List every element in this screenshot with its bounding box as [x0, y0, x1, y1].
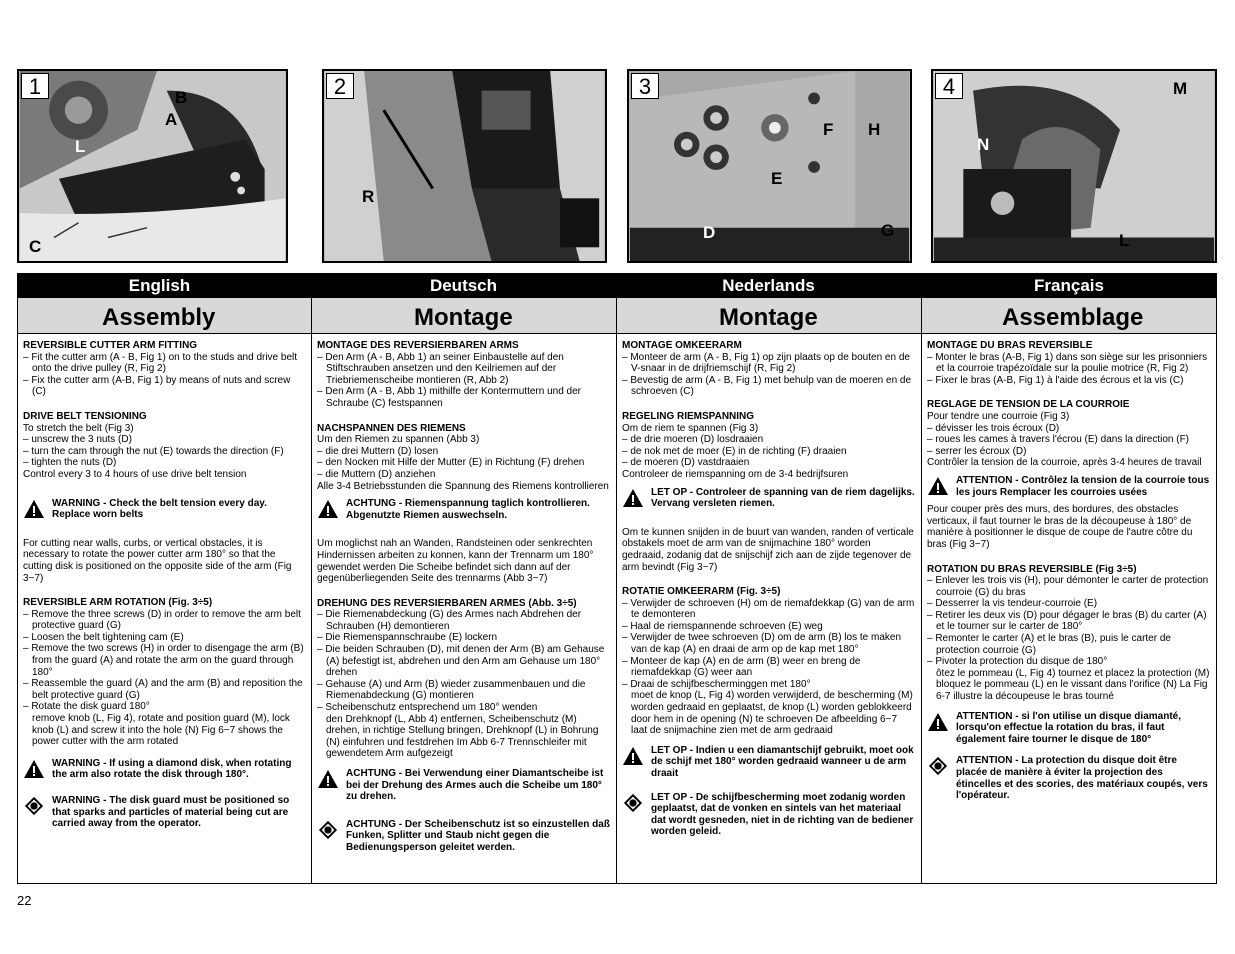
- list-item: – turn the cam through the nut (E) towards the direction (F): [23, 445, 284, 457]
- label-f: F: [823, 120, 834, 139]
- list-item: – de nok met de moer (E) in de richting (F) draaien: [622, 445, 847, 457]
- warning-triangle-icon: [927, 476, 949, 496]
- list-item: – Retirer les deux vis (D) pour dégager le bras (B) du carter (A) et le tourner sur le carter de 180°: [927, 609, 1207, 633]
- list-item: – Monteer de kap (A) en de arm (B) weer en breng de riemafdekkap (G) weer aan: [622, 655, 861, 679]
- list-item: – tighten the nuts (D): [23, 457, 117, 469]
- warning-note: [927, 755, 1210, 801]
- warning-text: ACHTUNG - Der Scheibenschutz ist so einzustellen daß Funken, Splitter und Staub nicht gegen die Bedienungsperson geleitet werden.: [346, 818, 610, 853]
- label-a: A: [165, 110, 178, 129]
- column-heading: Montage: [312, 298, 616, 334]
- list-item: – Verwijder de twee schroeven (D) om de arm (B) los te maken van de kap (A) en draai de arm op de kap met 180°: [622, 632, 901, 656]
- list-item: – Die Riemenspannschraube (E) lockern: [317, 632, 498, 644]
- warning-note: [927, 711, 1210, 746]
- section-heading: ROTATIE OMKEERARM (Fig. 3÷5): [622, 586, 781, 598]
- figure-4: [931, 69, 1217, 263]
- figure-1-illustration: [19, 71, 286, 261]
- list-item: – Loosen the belt tightening cam (E): [23, 631, 184, 643]
- label-l: L: [1119, 231, 1130, 250]
- figure-number: 1: [21, 73, 49, 99]
- warning-triangle-icon: [622, 746, 644, 766]
- section-heading: REVERSIBLE CUTTER ARM FITTING: [23, 340, 198, 351]
- list-item: – Enlever les trois vis (H), pour démonter le carter de protection courroie (G) du bras: [927, 575, 1209, 598]
- paragraph: Om te kunnen snijden in de buurt van wanden, randen of verticale obstakels moet de arm van de snijmachine 180° worden gedraaid, zodanig dat de snijschijf zich aan de zijde tegenover de arm bevindt (Fig 3−7): [622, 526, 914, 573]
- eye-protection-icon: [317, 820, 339, 840]
- section-heading: DRIVE BELT TENSIONING: [23, 410, 147, 422]
- list-item: – Fixer le bras (A-B, Fig 1) à l'aide des écrous et la vis (C): [927, 374, 1184, 386]
- section-heading: MONTAGE DU BRAS REVERSIBLE: [927, 340, 1093, 351]
- warning-note: [622, 792, 915, 838]
- list-item: – den Nocken mit Hilfe der Mutter (E) in Richtung (F) drehen: [317, 457, 585, 469]
- lang-deutsch: Deutsch: [429, 276, 498, 295]
- paragraph: Controleer de riemspanning om de 3-4 bedrijfsuren: [622, 468, 849, 480]
- column-heading: Montage: [617, 298, 921, 334]
- warning-text: ACHTUNG - Riemenspannung taglich kontrollieren. Abgenutzte Riemen auswechseln.: [346, 498, 590, 521]
- warning-note: [317, 819, 610, 854]
- figure-3: [627, 69, 912, 263]
- lang-nederlands: Nederlands: [722, 276, 815, 295]
- list-item: – dévisser les trois écroux (D): [927, 422, 1060, 434]
- warning-note: [23, 795, 305, 830]
- paragraph: To stretch the belt (Fig 3): [23, 422, 134, 434]
- list-item: – die Muttern (D) anziehen: [317, 468, 436, 480]
- label-c: C: [29, 237, 42, 256]
- figure-number: 2: [326, 73, 354, 99]
- sub-paragraph: den Drehknopf (L, Abb 4) entfernen, Scheibenschutz (M) drehen, in richtige Stellung bringen, Drehknopf (L) in Bohrung (N) einfuhren und festdrehen Im Abb 6-7 Trennschleifer mit gewendetem Arm aufgezeigt: [326, 713, 599, 760]
- list-item: – Den Arm (A - B, Abb 1) an seiner Einbaustelle auf den Stiftschrauben ansetzen und den Keilriemen auf der Triebriemenscheibe montieren (R, Abb 2): [317, 351, 564, 386]
- list-item: – Fix the cutter arm (A-B, Fig 1) by means of nuts and screw (C): [23, 374, 291, 398]
- warning-text: WARNING - Check the belt tension every day. Replace worn belts: [52, 497, 267, 521]
- paragraph: Om de riem te spannen (Fig 3): [622, 422, 759, 434]
- section-heading: REGLAGE DE TENSION DE LA COURROIE: [927, 399, 1130, 411]
- warning-triangle-icon: [622, 488, 644, 508]
- warning-text: ACHTUNG - Bei Verwendung einer Diamantscheibe ist bei der Drehung des Armes auch die Scheibe um 180° zu drehen.: [346, 768, 604, 803]
- section-heading: NACHSPANNEN DES RIEMENS: [317, 422, 466, 434]
- list-item: – Remove the three screws (D) in order to remove the arm belt protective guard (G): [23, 608, 301, 632]
- list-item: – Verwijder de schroeven (H) om de riemafdekkap (G) van de arm te demonteren: [622, 597, 915, 621]
- content-columns: [17, 297, 1217, 884]
- list-item: – roues les cames à travers l'écrou (E) dans la direction (F): [927, 434, 1190, 446]
- list-item: – Remove the two screws (H) in order to disengage the arm (B) from the guard (A) and rotate the arm on the guard through 180°: [23, 643, 304, 678]
- list-item: – Monteer de arm (A - B, Fig 1) op zijn plaats op de bouten en de V-snaar in de drijfriemschijf (R, Fig 2): [622, 351, 910, 375]
- language-bar: [17, 273, 1217, 297]
- column-heading: Assemblage: [922, 298, 1216, 334]
- warning-triangle-icon: [317, 499, 339, 519]
- label-l: L: [75, 137, 86, 156]
- warning-triangle-icon: [23, 499, 45, 519]
- eye-protection-icon: [622, 793, 644, 813]
- list-item: – Monter le bras (A-B, Fig 1) dans son siège sur les prisonniers et la courroie trapézoïdale sur la poulie motrice (R, Fig 2): [927, 351, 1208, 375]
- figure-number: 4: [935, 73, 963, 99]
- warning-text: ATTENTION - La protection du disque doit être placée de manière à éviter la projection des étincelles et des scories, des matériaux coupés, vers l'opérateur.: [956, 755, 1208, 802]
- list-item: – Fit the cutter arm (A - B, Fig 1) on to the studs and drive belt onto the drive pulley (R, Fig 2): [23, 351, 298, 375]
- sub-paragraph: ôtez le pommeau (L, Fig 4) tournez et placez la protection (M) bloquez le pommeau (L) en le vissant dans l'orifice (N) La Fig 6-7 illustre la découpeuse le bras tourné: [936, 667, 1210, 703]
- warning-text: WARNING - If using a diamond disk, when rotating the arm also rotate the disk through 180°.: [52, 757, 292, 781]
- warning-note: [23, 758, 305, 781]
- list-item: – Reassemble the guard (A) and the arm (B) and reposition the belt protective guard (G): [23, 678, 303, 701]
- warning-note: [622, 745, 915, 780]
- list-item: – Rotate the disk guard 180°: [23, 701, 150, 713]
- warning-text: WARNING - The disk guard must be positioned so that sparks and particles of material being cut are carried away from the operator.: [52, 795, 290, 830]
- paragraph: Control every 3 to 4 hours of use drive belt tension: [23, 468, 247, 480]
- eye-protection-icon: [23, 796, 45, 816]
- paragraph: Contrôler la tension de la courroie, après 3-4 heures de travail: [927, 457, 1202, 469]
- figure-1: [17, 69, 288, 263]
- list-item: – Die beiden Schrauben (D), mit denen der Arm (B) am Gehause (A) befestigt ist, abdrehen und den Arm am Gehause um 180° drehen: [317, 644, 605, 679]
- warning-note: [927, 475, 1210, 498]
- warning-triangle-icon: [23, 759, 45, 779]
- label-h: H: [868, 120, 881, 139]
- figure-number: 3: [631, 73, 659, 99]
- section-heading: DREHUNG DES REVERSIERBAREN ARMES (Abb. 3÷5): [317, 597, 577, 609]
- page-number: 22: [17, 893, 32, 908]
- warning-text: LET OP - Indien u een diamantschijf gebruikt, moet ook de schijf met 180° worden gedraaid wanneer u de arm draait: [651, 744, 914, 779]
- list-item: – Die Riemenabdeckung (G) des Armes nach Abdrehen der Schrauben (H) demontieren: [317, 609, 582, 632]
- warning-text: ATTENTION - Contrôlez la tension de la courroie tous les jours Remplacer les courroies usées: [956, 474, 1210, 498]
- list-item: – Gehause (A) und Arm (B) wieder zusammenbauen und die Riemenabdeckung (G) montieren: [317, 678, 586, 702]
- column-francais: [922, 298, 1216, 883]
- list-item: – Pivoter la protection du disque de 180°: [927, 656, 1108, 668]
- list-item: – Bevestig de arm (A - B, Fig 1) met behulp van de moeren en de schroeven (C): [622, 374, 912, 398]
- section-heading: REGELING RIEMSPANNING: [622, 410, 755, 422]
- figure-2-illustration: [324, 71, 605, 261]
- warning-triangle-icon: [317, 769, 339, 789]
- label-r: R: [362, 187, 375, 206]
- section-heading: MONTAGE DES REVERSIERBAREN ARMS: [317, 340, 519, 351]
- label-m: M: [1173, 79, 1188, 98]
- figure-2: [322, 69, 607, 263]
- paragraph: For cutting near walls, curbs, or vertical obstacles, it is necessary to rotate the power cutter arm 180° so that the cutting disk is positioned on the opposite side of the arm (Fig 3−7): [23, 537, 292, 584]
- figure-3-illustration: [629, 71, 910, 261]
- list-item: – de moeren (D) vastdraaien: [622, 457, 750, 469]
- section-heading: REVERSIBLE ARM ROTATION (Fig. 3÷5): [23, 597, 213, 609]
- paragraph: Pour tendre une courroie (Fig 3): [927, 410, 1070, 422]
- list-item: – unscrew the 3 nuts (D): [23, 434, 132, 446]
- lang-francais: Français: [1034, 276, 1104, 295]
- list-item: – Scheibenschutz entsprechend um 180° wenden: [317, 702, 538, 714]
- list-item: – Den Arm (A - B, Abb 1) mithilfe der Kontermuttern und der Schraube (C) festspannen: [317, 386, 582, 409]
- paragraph: Um moglichst nah an Wanden, Randsteinen oder senkrechten Hindernissen arbeiten zu konnen, kann der Trennarm um 180° gewendet werden Die Scheibe befindet sich dann auf der gegenüberliegenden Seite des trennarms (Abb 3−7): [317, 538, 594, 585]
- warning-note: [317, 498, 610, 521]
- warning-triangle-icon: [927, 712, 949, 732]
- list-item: – Haal de riemspannende schroeven (E) weg: [622, 620, 823, 632]
- warning-note: [317, 768, 610, 803]
- list-item: – Draai de schijfbescherminggen met 180°: [622, 678, 811, 690]
- column-heading: Assembly: [18, 298, 311, 334]
- warning-text: ATTENTION - si l'on utilise un disque diamanté, lorsqu'on effectue la rotation du bras, il faut également faire tourner le disque de 180°: [956, 710, 1181, 745]
- column-deutsch: [312, 298, 617, 883]
- label-e: E: [771, 169, 783, 188]
- list-item: – serrer les écroux (D): [927, 445, 1027, 457]
- paragraph: Alle 3-4 Betriebsstunden die Spannung des Riemens kontrollieren: [317, 480, 609, 492]
- column-english: [18, 298, 312, 883]
- eye-protection-icon: [927, 756, 949, 776]
- paragraph: Pour couper près des murs, des bordures, des obstacles verticaux, il faut tourner le bras de la découpeuse à 180° de manière à positionner le disque de coupe de l'autre côtre du bras (Fig 3−7): [927, 504, 1193, 550]
- sub-paragraph: remove knob (L, Fig 4), rotate and position guard (M), lock knob (L) and screw it into the hole (N) Fig 6−7 shows the power cutter with the arm rotated: [32, 713, 290, 748]
- section-heading: MONTAGE OMKEERARM: [622, 340, 742, 351]
- warning-text: LET OP - Controleer de spanning van de riem dagelijks. Vervang versleten riemen.: [651, 486, 915, 510]
- sub-paragraph: moet de knop (L, Fig 4) worden verwijderd, de bescherming (M) worden gedraaid en geplaatst, de knop (L) worden geblokkeerd door hem in de opening (N) te schroeven De afbeelding 6−7 laat de snijmachine zien met de arm gedraaid: [631, 690, 913, 737]
- lang-english: English: [128, 276, 191, 295]
- label-b: B: [175, 88, 188, 107]
- label-g: G: [881, 221, 895, 240]
- warning-text: LET OP - De schijfbescherming moet zodanig worden geplaatst, dat de vonken en sintels van het materiaal dat wordt gesneden, niet in de richting van de bediener worden geleid.: [651, 791, 914, 838]
- paragraph: Um den Riemen zu spannen (Abb 3): [317, 434, 480, 446]
- section-heading: ROTATION DU BRAS REVERSIBLE (Fig 3÷5): [927, 563, 1137, 575]
- label-d: D: [703, 223, 716, 242]
- warning-note: [23, 498, 305, 521]
- list-item: – die drei Muttern (D) losen: [317, 445, 439, 457]
- warning-note: [622, 487, 915, 510]
- label-n: N: [977, 135, 990, 154]
- figure-4-illustration: [933, 71, 1215, 261]
- list-item: – Desserrer la vis tendeur-courroie (E): [927, 598, 1098, 610]
- list-item: – de drie moeren (D) losdraaien: [622, 434, 764, 446]
- list-item: – Remonter le carter (A) et le bras (B), puis le carter de protection courroie (G): [927, 633, 1171, 656]
- column-nederlands: [617, 298, 922, 883]
